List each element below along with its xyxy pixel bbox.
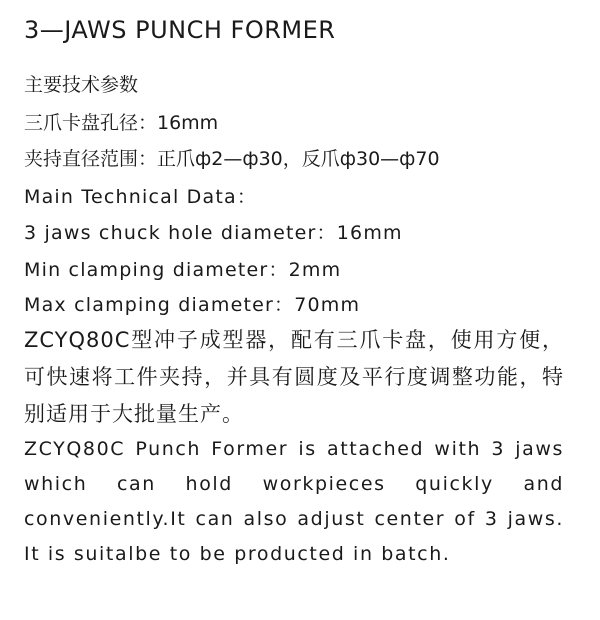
spec-min-clamping-en: Min clamping diameter：2mm — [24, 259, 342, 281]
description-cn: ZCYQ80C型冲子成型器，配有三爪卡盘，使用方便，可快速将工件夹持，并具有圆度及平行度调整功能，特别适用于大批量生产。 — [24, 328, 564, 426]
spec-clamping-range-cn: 夹持直径范围：正爪ф2—ф30，反爪ф30—ф70 — [24, 148, 440, 170]
page-title: 3—JAWS PUNCH FORMER — [24, 16, 336, 44]
spec-max-clamping-en: Max clamping diameter：70mm — [24, 294, 361, 316]
description-en: ZCYQ80C Punch Former is attached with 3 jaws which can hold workpieces quickly and conveniently.It can also adjust center of 3 jaws. It is suitalbe to be producted in batch. — [24, 438, 564, 565]
spec-chuck-hole-en: 3 jaws chuck hole diameter：16mm — [24, 222, 403, 244]
spec-heading-cn: 主要技术参数 — [24, 74, 139, 96]
spec-heading-en: Main Technical Data： — [24, 186, 258, 208]
spec-chuck-hole-cn: 三爪卡盘孔径：16mm — [24, 112, 219, 134]
